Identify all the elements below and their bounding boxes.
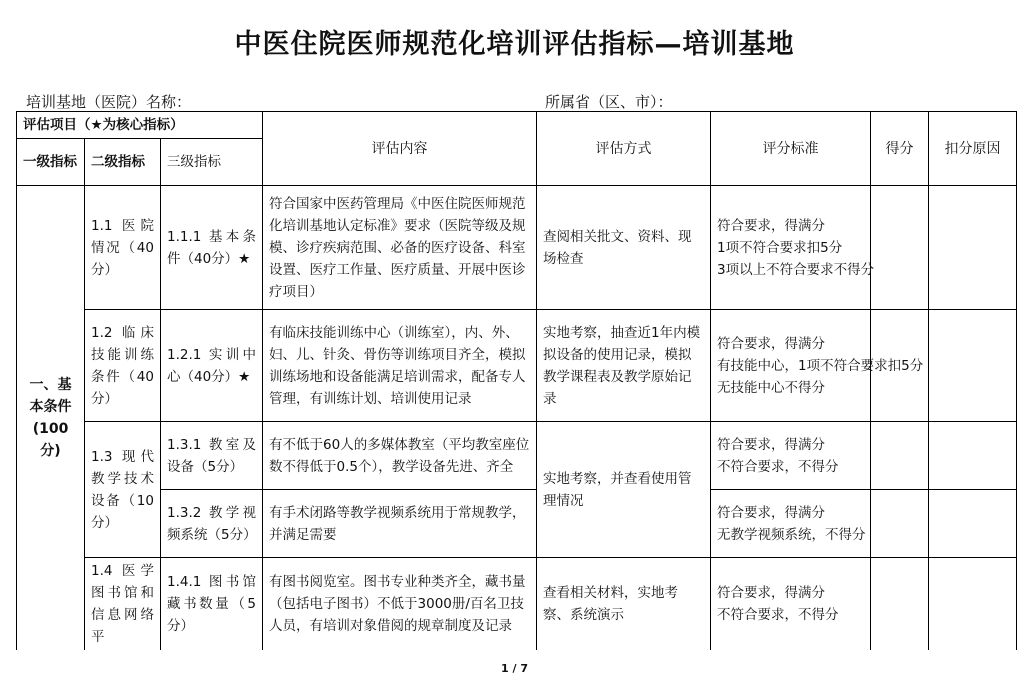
level1-header: 一级指标 [17, 139, 85, 186]
level2-item: 1.4 医学图书馆和信息网络平 [85, 558, 161, 651]
criteria-cell [711, 422, 871, 490]
content-cell: 有不低于60人的多媒体教室（平均教室座位数不得低于0.5个），教学设备先进、齐全 [263, 422, 537, 490]
criteria-header: 评分标准 [711, 112, 871, 186]
level3-item: 1.1.1 基本条件（40分）★ [161, 186, 263, 310]
level2-item: 1.1 医院情况（40分） [85, 186, 161, 310]
reason-input-cell[interactable] [929, 422, 1017, 490]
reason-input-cell[interactable] [929, 310, 1017, 422]
score-input-cell[interactable] [871, 490, 929, 558]
reason-input-cell[interactable] [929, 558, 1017, 651]
province-label: 所属省（区、市）： [545, 93, 673, 111]
criteria-line: 有技能中心，1项不符合要求扣5分 [717, 357, 924, 374]
evaluation-table [16, 111, 1017, 650]
score-input-cell[interactable] [871, 558, 929, 651]
level3-header: 三级指标 [161, 139, 263, 186]
content-cell: 符合国家中医药管理局《中医住院医师规范化培训基地认定标准》要求（医院等级及规模、诊疗疾病范围、必备的医疗设备、科室设置、医疗工作量、医疗质量、开展中医诊疗项目） [263, 186, 537, 310]
criteria-cell [711, 558, 871, 651]
method-cell: 实地考察，抽查近1年内模拟设备的使用记录，模拟教学课程表及教学原始记录 [537, 310, 711, 422]
score-header: 得分 [871, 112, 929, 186]
content-header: 评估内容 [263, 112, 537, 186]
reason-input-cell[interactable] [929, 186, 1017, 310]
criteria-line: 不符合要求，不得分 [717, 607, 839, 623]
content-cell: 有手术闭路等教学视频系统用于常规教学，并满足需要 [263, 490, 537, 558]
reason-input-cell[interactable] [929, 490, 1017, 558]
criteria-line: 符合要求，得满分 [717, 217, 826, 234]
base-name-label: 培训基地（医院）名称： [26, 93, 192, 111]
eval-item-header: 评估项目（★为核心指标） [17, 112, 263, 139]
criteria-line: 无教学视频系统，不得分 [717, 526, 866, 543]
criteria-line: 符合要求，得满分 [717, 335, 826, 352]
level3-item: 1.3.1 教室及设备（5分） [161, 422, 263, 490]
page-title: 中医住院医师规范化培训评估指标—培训基地 [234, 29, 795, 60]
score-input-cell[interactable] [871, 186, 929, 310]
method-cell: 实地考察，并查看使用管理情况 [537, 422, 711, 558]
criteria-line: 符合要求，得满分 [717, 585, 826, 601]
score-input-cell[interactable] [871, 422, 929, 490]
level1-basic-conditions: 一、基本条件 (100分) [17, 186, 85, 651]
level2-header: 二级指标 [85, 139, 161, 186]
page-number: 1 / 7 [501, 662, 528, 675]
level2-item: 1.3 现代教学技术设备（10分） [85, 422, 161, 558]
criteria-line: 符合要求，得满分 [717, 504, 826, 521]
criteria-cell [711, 186, 875, 310]
method-header: 评估方式 [537, 112, 711, 186]
criteria-cell [711, 490, 871, 558]
criteria-line: 1项不符合要求扣5分 [717, 239, 843, 256]
criteria-line: 3项以上不符合要求不得分 [717, 261, 875, 278]
content-cell: 有图书阅览室。图书专业种类齐全，藏书量（包括电子图书）不低于3000册/百名卫技人员，有培训对象借阅的规章制度及记录 [263, 558, 537, 651]
criteria-cell [711, 310, 924, 422]
reason-header: 扣分原因 [929, 112, 1017, 186]
method-cell: 查阅相关批文、资料、现场检查 [537, 186, 711, 310]
level3-item: 1.3.2 教学视频系统（5分） [161, 490, 263, 558]
level3-item: 1.2.1 实训中心（40分）★ [161, 310, 263, 422]
level3-item: 1.4.1 图书馆藏书数量（5分） [161, 558, 263, 651]
level2-item: 1.2 临床技能训练条件（40分） [85, 310, 161, 422]
criteria-line: 不符合要求，不得分 [717, 458, 839, 475]
criteria-line: 符合要求，得满分 [717, 436, 826, 453]
content-cell: 有临床技能训练中心（训练室），内、外、妇、儿、针灸、骨伤等训练项目齐全，模拟训练场地和设备能满足培训需求，配备专人管理，有训练计划、培训使用记录 [263, 310, 537, 422]
criteria-line: 无技能中心不得分 [717, 379, 826, 396]
method-cell: 查看相关材料，实地考察、系统演示 [537, 558, 711, 651]
